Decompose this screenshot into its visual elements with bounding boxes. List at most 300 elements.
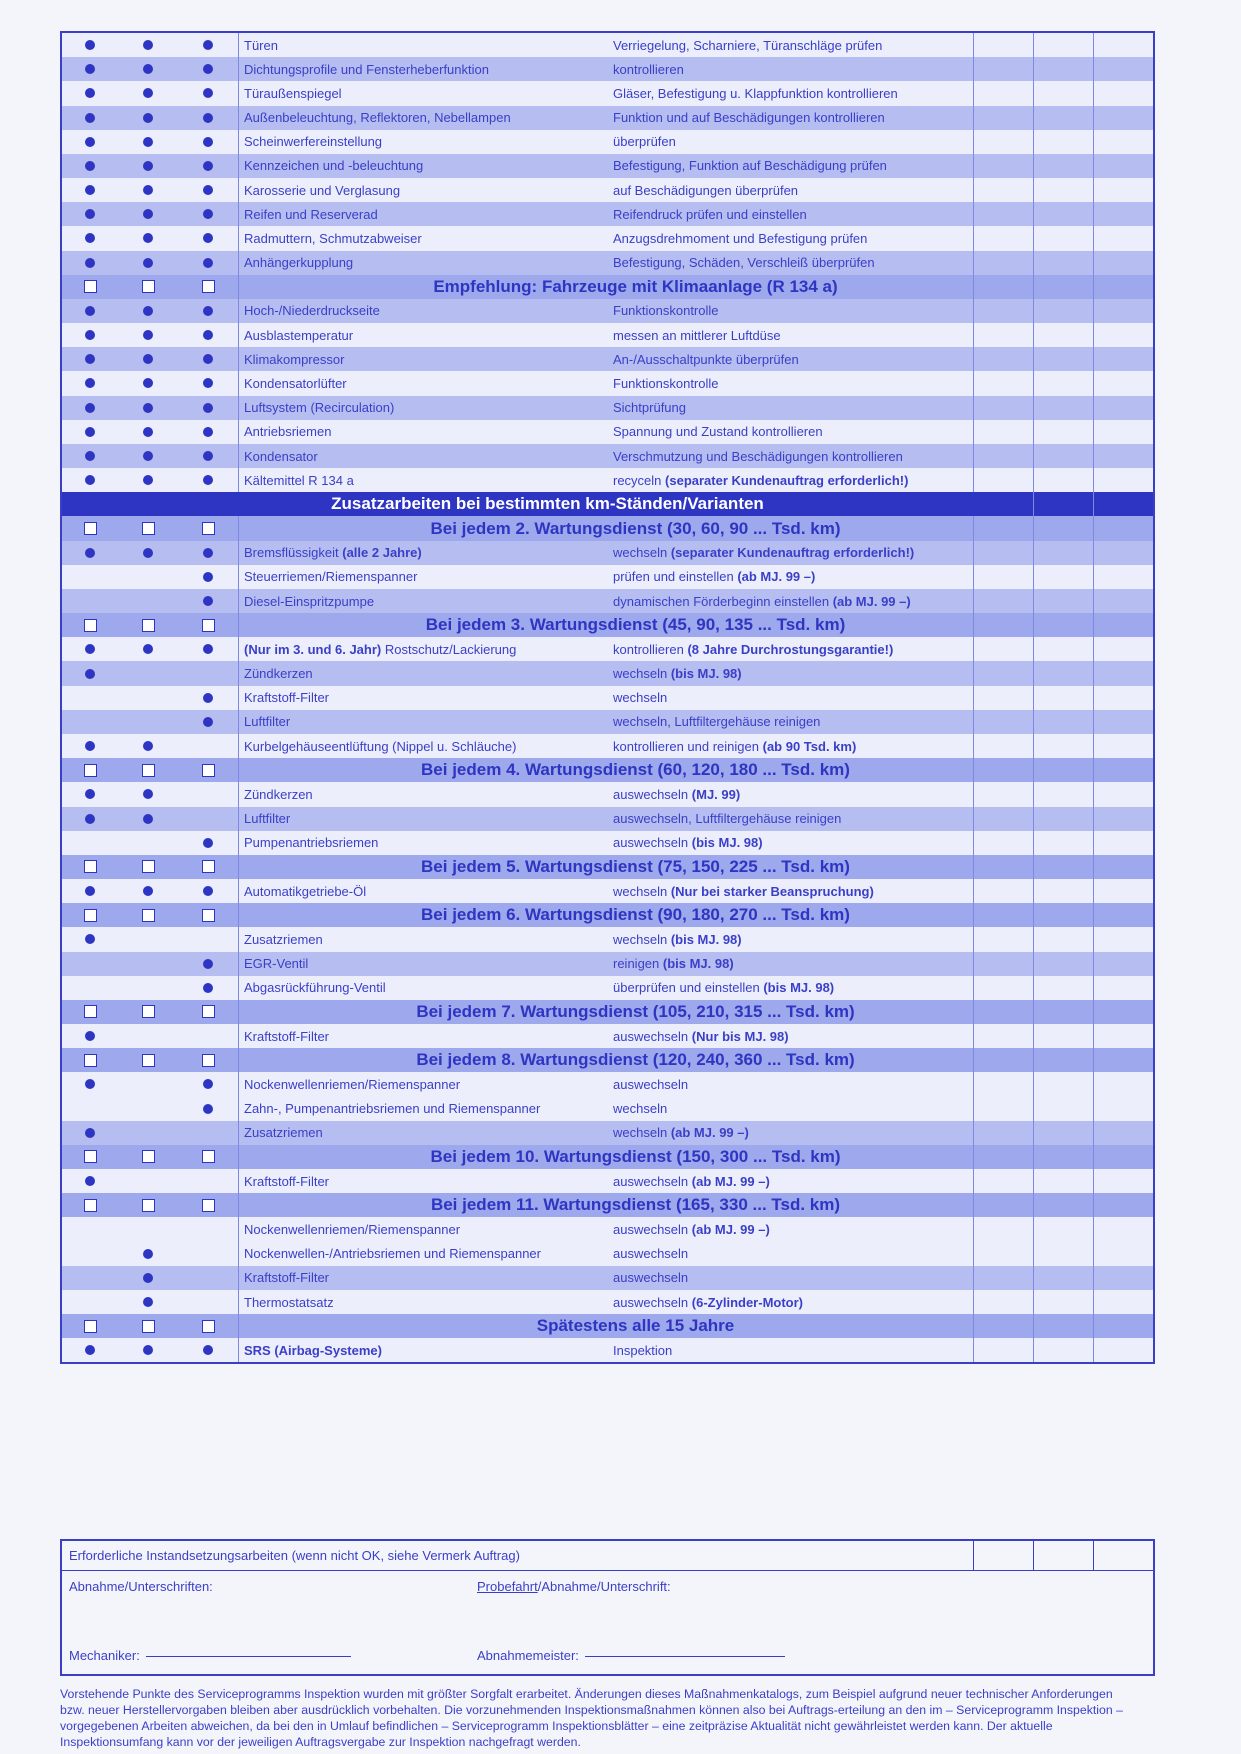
action-text — [613, 376, 1033, 391]
checkbox[interactable] — [142, 1150, 155, 1163]
checkbox[interactable] — [142, 280, 155, 293]
table-row — [62, 444, 1153, 468]
column-divider — [1033, 1338, 1034, 1362]
inspection-table — [60, 31, 1155, 1364]
action-label: auswechseln — [613, 1294, 692, 1310]
task-label: Radmuttern, Schmutzabweiser — [244, 230, 422, 246]
section-header — [62, 1048, 1153, 1072]
mark-cell — [178, 371, 238, 395]
action-label: auswechseln — [613, 835, 692, 851]
action-text — [613, 231, 1033, 246]
task-label: Rostschutz/Lackierung — [384, 641, 517, 657]
column-divider — [1033, 1169, 1034, 1193]
column-divider — [238, 1145, 239, 1169]
mark-cell — [62, 1266, 118, 1290]
table-row — [62, 106, 1153, 130]
column-divider — [1033, 976, 1034, 1000]
task-text — [244, 134, 609, 149]
task-text — [244, 1222, 609, 1237]
column-divider — [973, 81, 974, 105]
mark-cell — [118, 1145, 178, 1169]
action-text — [613, 666, 1033, 681]
column-divider — [1033, 879, 1034, 903]
checkbox[interactable] — [202, 1005, 215, 1018]
checkbox[interactable] — [202, 860, 215, 873]
mark-cell — [62, 57, 118, 81]
mark-cell — [62, 178, 118, 202]
checkbox[interactable] — [142, 1005, 155, 1018]
action-label: Inspektion — [613, 1342, 673, 1358]
checkbox[interactable] — [84, 619, 97, 632]
column-divider — [238, 903, 239, 927]
column-divider — [973, 57, 974, 81]
column-divider — [973, 541, 974, 565]
column-divider — [1093, 33, 1094, 57]
bullet-icon — [203, 185, 213, 195]
mark-cell — [178, 57, 238, 81]
column-divider — [1093, 879, 1094, 903]
bullet-icon — [203, 113, 213, 123]
task-text — [244, 714, 609, 729]
task-label: Automatikgetriebe-Öl — [244, 883, 367, 899]
column-divider — [1093, 130, 1094, 154]
checkbox[interactable] — [84, 1150, 97, 1163]
column-divider — [238, 1266, 239, 1290]
mark-cell — [62, 323, 118, 347]
checkbox[interactable] — [202, 619, 215, 632]
column-divider — [1033, 81, 1034, 105]
action-bold: (ab MJ. 99 –) — [691, 1173, 770, 1189]
action-text — [613, 980, 1033, 995]
bullet-icon — [143, 354, 153, 364]
mark-cell — [178, 952, 238, 976]
mark-cell — [62, 1024, 118, 1048]
action-text — [613, 642, 1033, 657]
task-text — [244, 811, 609, 826]
task-bold: (alle 2 Jahre) — [342, 545, 422, 561]
bullet-icon — [143, 64, 153, 74]
task-text — [244, 62, 609, 77]
action-text — [613, 1029, 1033, 1044]
column-divider — [1033, 855, 1034, 879]
column-divider — [1033, 420, 1034, 444]
bullet-icon — [85, 137, 95, 147]
action-text — [613, 449, 1033, 464]
mark-cell — [118, 323, 178, 347]
action-label: An-/Ausschaltpunkte überprüfen — [613, 351, 799, 367]
column-divider — [973, 782, 974, 806]
mark-cell — [178, 1000, 238, 1024]
action-bold: (MJ. 99) — [691, 786, 741, 802]
mark-cell — [118, 710, 178, 734]
table-row — [62, 371, 1153, 395]
column-divider — [238, 444, 239, 468]
column-divider — [1033, 299, 1034, 323]
mark-cell — [62, 130, 118, 154]
bullet-icon — [85, 451, 95, 461]
bullet-icon — [143, 814, 153, 824]
checkbox[interactable] — [142, 619, 155, 632]
action-text — [613, 1246, 1033, 1261]
table-row — [62, 541, 1153, 565]
mark-cell — [118, 976, 178, 1000]
mark-cell — [178, 1121, 238, 1145]
task-label: Antriebsriemen — [244, 424, 332, 440]
column-divider — [973, 1145, 974, 1169]
task-label: Kraftstoff-Filter — [244, 690, 330, 706]
column-divider — [1093, 516, 1094, 540]
table-row — [62, 226, 1153, 250]
column-divider — [1093, 855, 1094, 879]
task-label: Kondensator — [244, 448, 318, 464]
bullet-icon — [143, 886, 153, 896]
mark-cell — [62, 1290, 118, 1314]
column-divider — [1033, 613, 1034, 637]
column-divider — [973, 371, 974, 395]
mark-cell — [118, 299, 178, 323]
column-divider — [1093, 589, 1094, 613]
section-title: Bei jedem 3. Wartungsdienst (45, 90, 135 ... Tsd. km) — [425, 615, 846, 635]
column-divider — [973, 1097, 974, 1121]
mark-cell — [178, 202, 238, 226]
mark-cell — [178, 686, 238, 710]
column-divider — [238, 831, 239, 855]
column-divider — [1033, 1242, 1034, 1266]
mark-cell — [62, 1097, 118, 1121]
checkbox[interactable] — [202, 1320, 215, 1333]
main-section-header — [62, 492, 1153, 516]
bullet-icon — [203, 838, 213, 848]
checkbox[interactable] — [202, 1150, 215, 1163]
bullet-icon — [85, 669, 95, 679]
column-divider — [238, 637, 239, 661]
column-divider — [238, 347, 239, 371]
checkbox[interactable] — [84, 764, 97, 777]
column-divider — [238, 758, 239, 782]
action-text — [613, 932, 1033, 947]
checkbox[interactable] — [202, 522, 215, 535]
column-divider — [238, 1024, 239, 1048]
action-text — [613, 38, 1033, 53]
column-divider — [1033, 541, 1034, 565]
task-label: Zusatzriemen — [244, 931, 323, 947]
column-divider — [1093, 468, 1094, 492]
column-divider — [973, 613, 974, 637]
mark-cell — [62, 396, 118, 420]
checkbox[interactable] — [142, 764, 155, 777]
table-row — [62, 33, 1153, 57]
table-row — [62, 952, 1153, 976]
bullet-icon — [143, 88, 153, 98]
bullet-icon — [85, 209, 95, 219]
column-divider — [973, 1121, 974, 1145]
column-divider — [973, 879, 974, 903]
column-divider — [238, 541, 239, 565]
mark-cell — [62, 516, 118, 540]
column-divider — [1093, 831, 1094, 855]
mark-cell — [178, 1193, 238, 1217]
checkbox[interactable] — [84, 1320, 97, 1333]
table-row — [62, 1024, 1153, 1048]
column-divider — [1033, 347, 1034, 371]
checkbox[interactable] — [84, 1005, 97, 1018]
column-divider — [973, 251, 974, 275]
table-row — [62, 927, 1153, 951]
column-divider — [1033, 903, 1034, 927]
mark-cell — [118, 1097, 178, 1121]
action-label: überprüfen und einstellen — [613, 980, 764, 996]
bullet-icon — [143, 1345, 153, 1355]
action-text — [613, 424, 1033, 439]
task-text — [244, 352, 609, 367]
action-label: Gläser, Befestigung u. Klappfunktion kontrollieren — [613, 85, 898, 101]
checkbox[interactable] — [142, 860, 155, 873]
column-divider — [238, 323, 239, 347]
mark-cell — [118, 1169, 178, 1193]
checkbox[interactable] — [84, 1199, 97, 1212]
column-divider — [238, 952, 239, 976]
column-divider — [1093, 1024, 1094, 1048]
section-title: Bei jedem 10. Wartungsdienst (150, 300 ... Tsd. km) — [430, 1146, 841, 1166]
task-text — [244, 545, 609, 560]
action-bold: (bis MJ. 98) — [670, 666, 742, 682]
action-label: recyceln — [613, 472, 666, 488]
task-text — [244, 400, 609, 415]
action-text — [613, 134, 1033, 149]
action-text — [613, 1295, 1033, 1310]
mark-cell — [178, 1024, 238, 1048]
task-text — [244, 449, 609, 464]
repair-header — [62, 1541, 1153, 1571]
column-divider — [1033, 33, 1034, 57]
table-row — [62, 565, 1153, 589]
task-text — [244, 569, 609, 584]
mark-cell — [118, 202, 178, 226]
column-divider — [238, 57, 239, 81]
task-label: Dichtungsprofile und Fensterheberfunktion — [244, 61, 489, 77]
section-title: Bei jedem 4. Wartungsdienst (60, 120, 180 ... Tsd. km) — [421, 760, 850, 780]
action-label: kontrollieren — [613, 61, 684, 77]
task-text — [244, 473, 609, 488]
mark-cell — [62, 541, 118, 565]
checkbox[interactable] — [202, 1199, 215, 1212]
bullet-icon — [203, 64, 213, 74]
checkbox[interactable] — [84, 860, 97, 873]
column-divider — [973, 154, 974, 178]
bullet-icon — [143, 1273, 153, 1283]
column-divider — [1033, 178, 1034, 202]
section-header — [62, 1145, 1153, 1169]
checkbox[interactable] — [142, 1199, 155, 1212]
column-divider — [973, 1290, 974, 1314]
mark-cell — [118, 444, 178, 468]
column-divider — [238, 879, 239, 903]
mark-cell — [62, 831, 118, 855]
bullet-icon — [143, 403, 153, 413]
column-divider — [973, 1072, 974, 1096]
column-divider — [238, 661, 239, 685]
checkbox[interactable] — [84, 909, 97, 922]
task-label: Hoch-/Niederdruckseite — [244, 303, 380, 319]
column-divider — [973, 275, 974, 299]
mark-cell — [118, 81, 178, 105]
master-signature[interactable]: Abnahmemeister: — [477, 1648, 785, 1663]
bullet-icon — [203, 644, 213, 654]
mark-cell — [62, 1072, 118, 1096]
column-divider — [1033, 371, 1034, 395]
action-label: dynamischen Förderbeginn einstellen — [613, 593, 833, 609]
checkbox[interactable] — [142, 1320, 155, 1333]
column-divider — [1033, 734, 1034, 758]
checkbox[interactable] — [84, 1054, 97, 1067]
action-label: Sichtprüfung — [613, 400, 686, 416]
column-divider — [1093, 1314, 1094, 1338]
mark-cell — [118, 952, 178, 976]
mark-cell — [178, 637, 238, 661]
action-label: wechseln — [613, 1125, 671, 1141]
task-text — [244, 110, 609, 125]
task-label: Steuerriemen/Riemenspanner — [244, 569, 418, 585]
bullet-icon — [203, 886, 213, 896]
column-divider — [1033, 831, 1034, 855]
action-bold: (ab MJ. 99 –) — [832, 593, 911, 609]
column-divider — [1093, 396, 1094, 420]
mark-cell — [118, 1290, 178, 1314]
column-divider — [1033, 1024, 1034, 1048]
table-row — [62, 686, 1153, 710]
mark-cell — [118, 758, 178, 782]
column-divider — [1093, 1290, 1094, 1314]
mark-cell — [118, 1024, 178, 1048]
action-bold: (6-Zylinder-Motor) — [691, 1294, 803, 1310]
table-row — [62, 323, 1153, 347]
column-divider — [238, 396, 239, 420]
mechanic-signature[interactable]: Mechaniker: — [69, 1648, 351, 1663]
task-label: Luftfilter — [244, 714, 291, 730]
column-divider — [1093, 178, 1094, 202]
bullet-icon — [203, 40, 213, 50]
action-label: auf Beschädigungen überprüfen — [613, 182, 799, 198]
column-divider — [1093, 1217, 1094, 1241]
column-divider — [1093, 1072, 1094, 1096]
column-divider — [1033, 202, 1034, 226]
column-divider — [1093, 1338, 1094, 1362]
mark-cell — [62, 927, 118, 951]
checkbox[interactable] — [202, 764, 215, 777]
column-divider — [973, 686, 974, 710]
column-divider — [1033, 1145, 1034, 1169]
action-text — [613, 569, 1033, 584]
action-label: auswechseln — [613, 1270, 689, 1286]
column-divider — [973, 202, 974, 226]
column-divider — [1093, 299, 1094, 323]
checkbox[interactable] — [142, 1054, 155, 1067]
section-title: Zusatzarbeiten bei bestimmten km-Ständen/Varianten — [331, 494, 764, 514]
column-divider — [1093, 565, 1094, 589]
mark-cell — [62, 879, 118, 903]
column-divider — [973, 831, 974, 855]
task-label: Nockenwellenriemen/Riemenspanner — [244, 1222, 461, 1237]
table-row — [62, 1338, 1153, 1362]
action-label: Funktion und auf Beschädigungen kontrollieren — [613, 110, 885, 126]
action-bold: (Nur bis MJ. 98) — [691, 1028, 789, 1044]
mark-cell — [178, 106, 238, 130]
checkbox[interactable] — [202, 280, 215, 293]
column-divider — [238, 1000, 239, 1024]
checkbox[interactable] — [202, 909, 215, 922]
column-divider — [238, 927, 239, 951]
task-label: Kältemittel R 134 a — [244, 472, 354, 488]
column-divider — [1093, 807, 1094, 831]
column-divider — [1093, 1193, 1094, 1217]
mark-cell — [62, 106, 118, 130]
task-label: Luftfilter — [244, 811, 291, 827]
task-text — [244, 328, 609, 343]
column-divider — [238, 1338, 239, 1362]
section-header — [62, 903, 1153, 927]
mark-cell — [118, 106, 178, 130]
column-divider — [1093, 1000, 1094, 1024]
column-divider — [973, 589, 974, 613]
bullet-icon — [203, 378, 213, 388]
task-label: Kraftstoff-Filter — [244, 1270, 330, 1286]
bullet-icon — [143, 475, 153, 485]
bullet-icon — [143, 644, 153, 654]
task-text — [244, 255, 609, 270]
bullet-icon — [203, 427, 213, 437]
mark-cell — [178, 154, 238, 178]
column-divider — [1033, 1217, 1034, 1241]
mark-cell — [118, 1338, 178, 1362]
column-divider — [238, 275, 239, 299]
column-divider — [1033, 226, 1034, 250]
column-divider — [1033, 251, 1034, 275]
bullet-icon — [85, 427, 95, 437]
action-bold: (separater Kundenauftrag erforderlich!) — [665, 472, 909, 488]
bullet-icon — [85, 886, 95, 896]
task-bold: SRS (Airbag-Systeme) — [244, 1342, 382, 1358]
column-divider — [973, 396, 974, 420]
checkbox[interactable] — [84, 522, 97, 535]
mark-cell — [62, 686, 118, 710]
column-divider — [238, 1072, 239, 1096]
column-divider — [1093, 57, 1094, 81]
bullet-icon — [203, 161, 213, 171]
action-text — [613, 1174, 1033, 1189]
checkbox[interactable] — [84, 280, 97, 293]
bullet-icon — [85, 161, 95, 171]
column-divider — [973, 734, 974, 758]
column-divider — [1093, 903, 1094, 927]
checkbox[interactable] — [142, 909, 155, 922]
column-divider — [973, 1193, 974, 1217]
bullet-icon — [143, 427, 153, 437]
action-label: Funktionskontrolle — [613, 303, 719, 319]
checkbox[interactable] — [202, 1054, 215, 1067]
mark-cell — [62, 226, 118, 250]
action-label: auswechseln — [613, 1246, 689, 1262]
mark-cell — [62, 613, 118, 637]
action-text — [613, 400, 1033, 415]
action-text — [613, 473, 1033, 488]
action-bold: (bis MJ. 98) — [662, 956, 734, 972]
column-divider — [1033, 565, 1034, 589]
mark-cell — [62, 1169, 118, 1193]
bullet-icon — [143, 40, 153, 50]
table-row — [62, 154, 1153, 178]
section-header — [62, 855, 1153, 879]
checkbox[interactable] — [142, 522, 155, 535]
